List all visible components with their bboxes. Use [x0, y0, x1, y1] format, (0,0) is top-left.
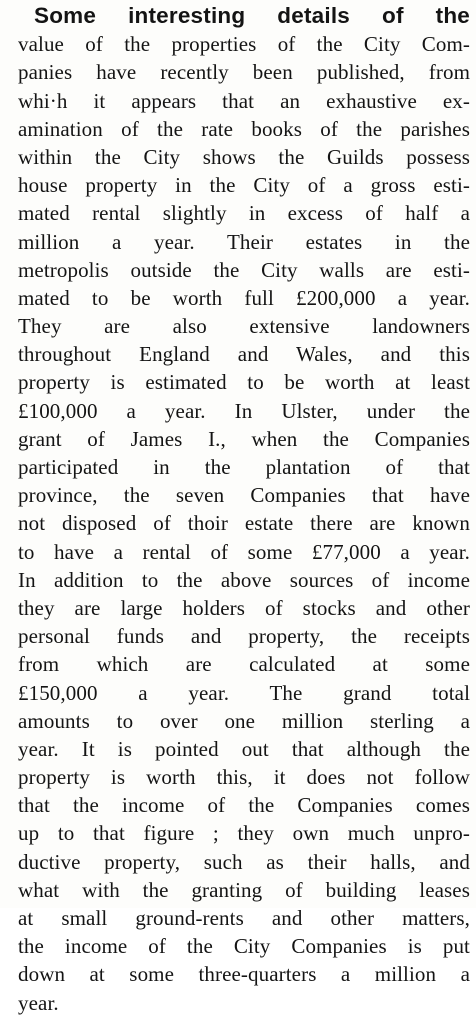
article-line: value of the properties of the City Com-	[18, 32, 470, 57]
article-line: the income of the City Companies is put	[18, 934, 470, 959]
article-line: £100,000 a year. In Ulster, under the	[18, 398, 470, 423]
article-line: panies have recently been published, from	[18, 60, 470, 85]
article-line: from which are calculated at some	[18, 652, 470, 677]
article-line: to have a rental of some £77,000 a year.	[18, 539, 470, 564]
article-line: mated to be worth full £200,000 a year.	[18, 285, 470, 310]
article-line: property is worth this, it does not follow	[18, 765, 470, 790]
article-line: amounts to over one million sterling a	[18, 708, 470, 733]
article-line: £150,000 a year. The grand total	[18, 680, 470, 705]
article-line: million a year. Their estates in the	[18, 229, 470, 254]
article-line: participated in the plantation of that	[18, 455, 470, 479]
article-paragraph	[18, 2, 470, 1017]
article-line: down at some three-quarters a million a	[18, 962, 470, 987]
article-line: amination of the rate books of the parishes	[18, 116, 470, 141]
article-line: throughout England and Wales, and this	[18, 342, 470, 367]
article-line: they are large holders of stocks and other	[18, 595, 470, 620]
article-lead-line: Some interesting details of the	[34, 3, 470, 28]
article-line: that the income of the Companies comes	[18, 793, 470, 818]
article-line: In addition to the above sources of income	[18, 567, 470, 592]
article-line: year. It is pointed out that although the	[18, 736, 470, 761]
article-line: mated rental slightly in excess of half a	[18, 201, 470, 226]
article-line: up to that figure ; they own much unpro-	[18, 821, 470, 846]
article-line: metropolis outside the City walls are esti-	[18, 257, 470, 282]
article-line: at small ground-rents and other matters,	[18, 906, 470, 930]
article-line: They are also extensive landowners	[18, 314, 470, 339]
article-line: within the City shows the Guilds possess	[18, 144, 470, 169]
article-line: property is estimated to be worth at least	[18, 370, 470, 395]
article-line: personal funds and property, the receipts	[18, 624, 470, 649]
article-line: ductive property, such as their halls, and	[18, 849, 470, 874]
article-line: house property in the City of a gross esti-	[18, 173, 470, 198]
article-line: province, the seven Companies that have	[18, 483, 470, 508]
article-line: not disposed of thoir estate there are known	[18, 511, 470, 536]
article-final-line: year.	[18, 990, 59, 1015]
article-line: what with the granting of building leases	[18, 877, 470, 902]
article-line: whi·h it appears that an exhaustive ex-	[18, 88, 470, 113]
article-line: grant of James I., when the Companies	[18, 426, 470, 451]
